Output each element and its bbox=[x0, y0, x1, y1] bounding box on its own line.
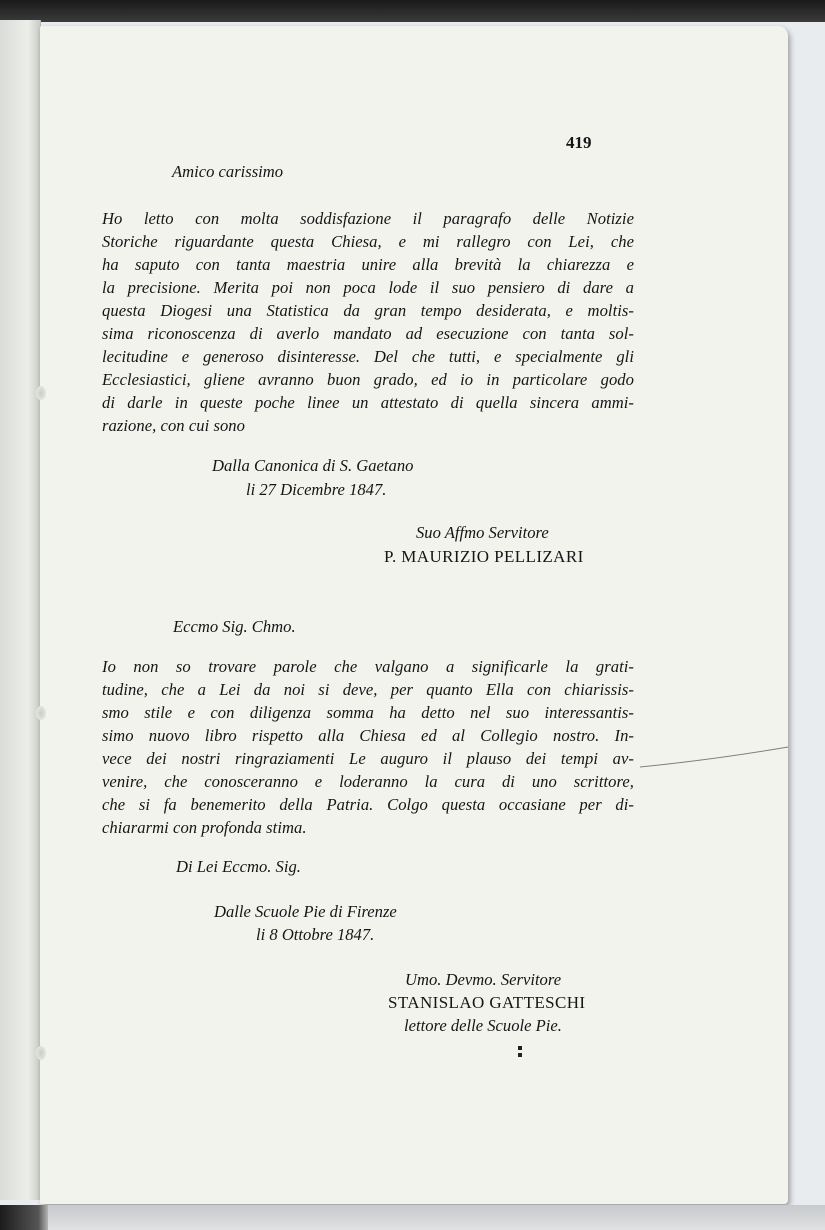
letter1-signature: P. MAURIZIO PELLIZARI bbox=[384, 547, 584, 566]
binding-hole bbox=[36, 1046, 46, 1060]
letter2-line: simo nuovo libro rispetto alla Chiesa ed al Collegio nostro. In- bbox=[102, 726, 634, 745]
letter1-line: Storiche riguardante questa Chiesa, e mi rallegro con Lei, che bbox=[102, 232, 634, 251]
letter1-line: di darle in queste poche linee un attestato di quella sincera ammi- bbox=[102, 393, 634, 412]
letter1-place: Dalla Canonica di S. Gaetano bbox=[212, 456, 414, 475]
letter2-line: Io non so trovare parole che valgano a significarle la grati- bbox=[102, 657, 634, 676]
letter1-line: razione, con cui sono bbox=[102, 416, 246, 435]
letter1-line: sima riconoscenza di averlo mandato ad esecuzione con tanta sol- bbox=[102, 324, 634, 343]
letter2-line: venire, che conosceranno e loderanno la cura di uno scrittore, bbox=[102, 772, 634, 791]
letter1-line: ha saputo con tanta maestria unire alla brevità la chiarezza e bbox=[102, 255, 634, 274]
letter2-title: lettore delle Scuole Pie. bbox=[404, 1016, 562, 1035]
letter1-line: questa Diogesi una Statistica da gran tempo desiderata, e moltis- bbox=[102, 301, 634, 320]
letter1-salutation: Amico carissimo bbox=[172, 162, 284, 181]
scan-bottom-shadow bbox=[0, 1205, 48, 1230]
letter2-line: che si fa benemerito della Patria. Colgo questa occasiane per di- bbox=[102, 795, 634, 814]
letter2-address: Di Lei Eccmo. Sig. bbox=[176, 857, 301, 876]
letter1-line: Ecclesiastici, gliene avranno buon grado, ed io in particolare godo bbox=[102, 370, 634, 389]
page-number: 419 bbox=[566, 133, 592, 152]
letter1-line: lecitudine e generoso disinteresse. Del che tutti, e specialmente gli bbox=[102, 347, 634, 366]
scan-bottom-edge bbox=[0, 1205, 825, 1230]
letter1-line: Ho letto con molta soddisfazione il paragrafo delle Notizie bbox=[102, 209, 634, 228]
letter2-signature: STANISLAO GATTESCHI bbox=[388, 993, 586, 1012]
letter2-line: chiararmi con profonda stima. bbox=[102, 818, 307, 837]
letter2-salutation: Eccmo Sig. Chmo. bbox=[173, 617, 296, 636]
letter1-line: la precisione. Merita poi non poca lode il suo pensiero di dare a bbox=[102, 278, 634, 297]
scan-top-edge bbox=[0, 0, 825, 22]
letter2-line: smo stile e con diligenza somma ha detto nel suo interessantis- bbox=[102, 703, 634, 722]
letter2-line: tudine, che a Lei da noi si deve, per quanto Ella con chiarissis- bbox=[102, 680, 634, 699]
letter1-date: li 27 Dicembre 1847. bbox=[246, 480, 387, 499]
letter1-closing: Suo Affmo Servitore bbox=[416, 523, 549, 542]
letter2-date: li 8 Ottobre 1847. bbox=[256, 925, 375, 944]
printer-mark bbox=[517, 1045, 523, 1059]
binding-hole bbox=[36, 386, 46, 400]
letter2-place: Dalle Scuole Pie di Firenze bbox=[214, 902, 397, 921]
letter2-closing: Umo. Devmo. Servitore bbox=[405, 970, 562, 989]
binding-hole bbox=[36, 706, 46, 720]
paper-crease bbox=[640, 745, 790, 775]
letter2-line: vece dei nostri ringraziamenti Le auguro il plauso dei tempi av- bbox=[102, 749, 634, 768]
facing-page-edge bbox=[0, 20, 41, 1200]
